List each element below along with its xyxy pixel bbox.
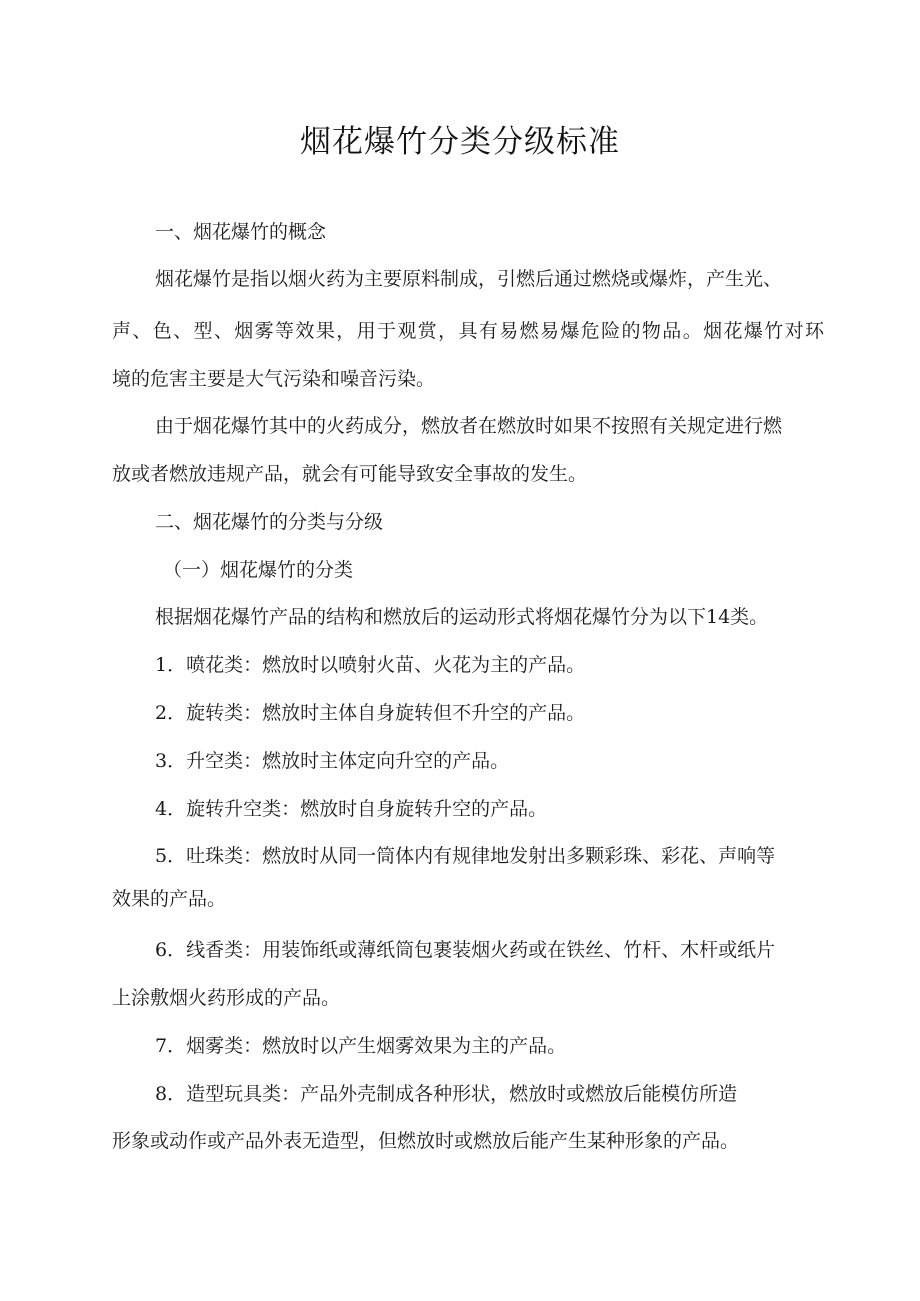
paragraph-line: 声、色、型、烟雾等效果，用于观赏，具有易燃易爆危险的物品。烟花爆竹对环 [112, 320, 824, 342]
paragraph-line: 根据烟花爆竹产品的结构和燃放后的运动形式将烟花爆竹分为以下14类。 [155, 606, 769, 628]
section-heading-concept: 一、烟花爆竹的概念 [155, 221, 327, 243]
paragraph-line: 境的危害主要是大气污染和噪音污染。 [112, 368, 436, 390]
subsection-heading: （一）烟花爆竹的分类 [163, 559, 354, 581]
section-heading-classification: 二、烟花爆竹的分类与分级 [155, 511, 384, 533]
list-item: 2．旋转类：燃放时主体自身旋转但不升空的产品。 [155, 702, 586, 724]
list-item-continuation: 形象或动作或产品外表无造型，但燃放时或燃放后能产生某种形象的产品。 [112, 1130, 740, 1152]
paragraph-line: 烟花爆竹是指以烟火药为主要原料制成，引燃后通过燃烧或爆炸，产生光、 [155, 268, 783, 290]
paragraph-line: 放或者燃放违规产品，就会有可能导致安全事故的发生。 [112, 463, 588, 485]
list-item: 1．喷花类：燃放时以喷射火苗、火花为主的产品。 [155, 654, 586, 676]
list-item: 3．升空类：燃放时主体定向升空的产品。 [155, 750, 510, 772]
list-item: 6．线香类：用装饰纸或薄纸筒包裹装烟火药或在铁丝、竹杆、木杆或纸片 [155, 939, 776, 961]
list-item: 7．烟雾类：燃放时以产生烟雾效果为主的产品。 [155, 1035, 567, 1057]
list-item-continuation: 效果的产品。 [112, 888, 227, 910]
list-item: 4．旋转升空类：燃放时自身旋转升空的产品。 [155, 798, 548, 820]
list-item: 5．吐珠类：燃放时从同一筒体内有规律地发射出多颗彩珠、彩花、声响等 [155, 845, 776, 867]
list-item: 8．造型玩具类：产品外壳制成各种形状，燃放时或燃放后能模仿所造 [155, 1083, 738, 1105]
document-title: 烟花爆竹分类分级标准 [300, 124, 620, 160]
paragraph-line: 由于烟花爆竹其中的火药成分，燃放者在燃放时如果不按照有关规定进行燃 [155, 415, 783, 437]
list-item-continuation: 上涂敷烟火药形成的产品。 [112, 987, 341, 1009]
